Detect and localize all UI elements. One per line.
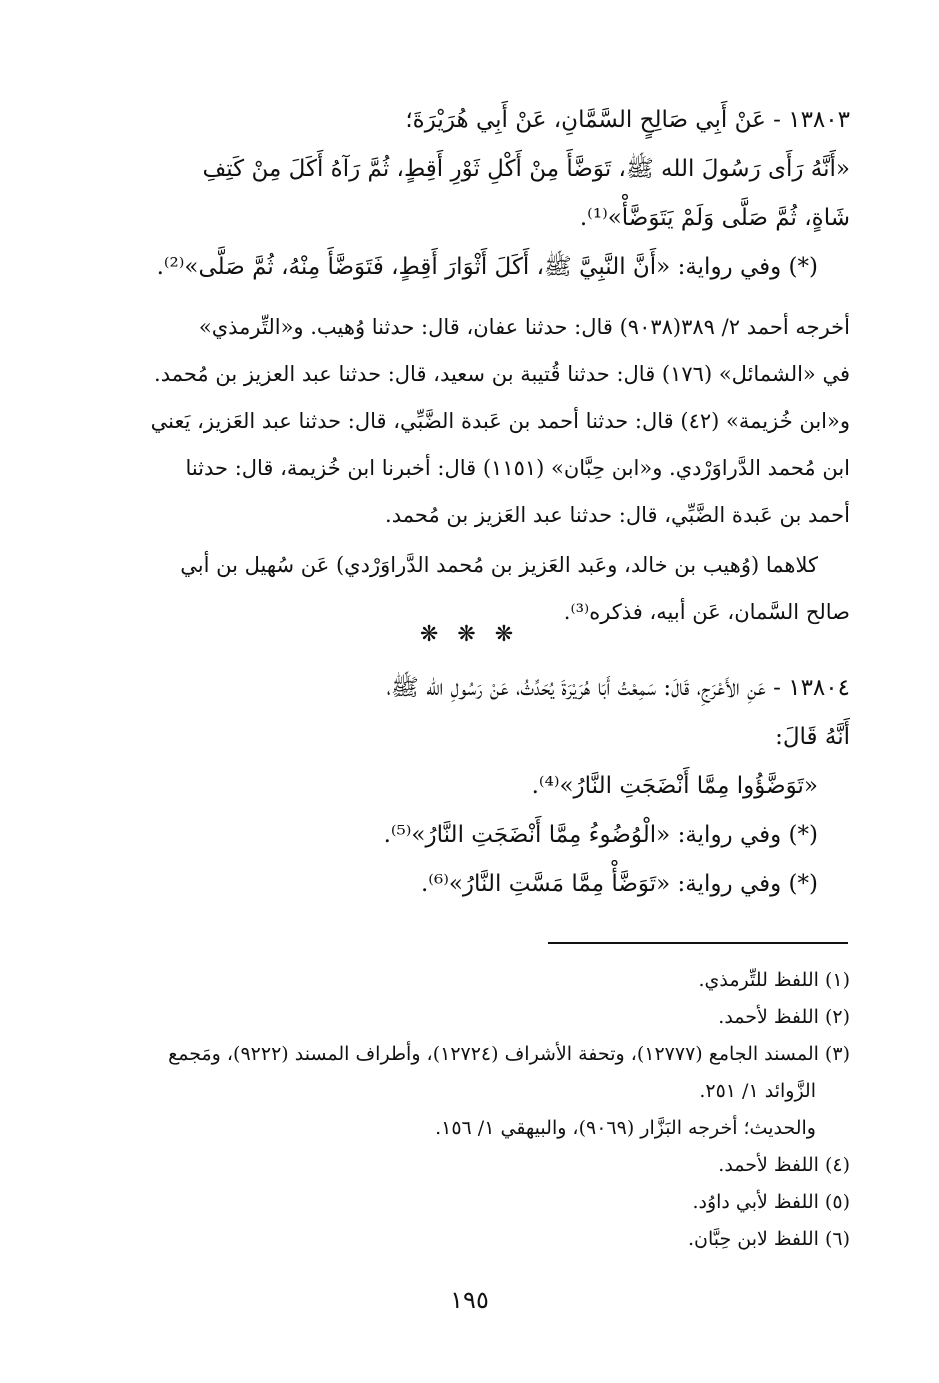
footnote: (١) اللفظ للتِّرمذي. bbox=[698, 969, 850, 991]
footnote: (٤) اللفظ لأحمد. bbox=[718, 1154, 850, 1176]
hadith-text-line: شَاةٍ، ثُمَّ صَلَّى وَلَمْ يَتَوَضَّأْ»⁽¹⁾. bbox=[579, 205, 850, 231]
takhrij-line: أحمد بن عَبدة الضَّبِّي، قال: حدثنا عبد العَزيز بن مُحمد. bbox=[385, 503, 850, 527]
hadith-text-line: «تَوَضَّؤُوا مِمَّا أَنْضَجَتِ النَّارُ»⁽⁴⁾. bbox=[531, 773, 818, 799]
hadith-text-line: «أَنَّهُ رَأَى رَسُولَ الله ﷺ، تَوَضَّأَ مِنْ أَكْلِ ثَوْرِ أَقِطٍ، ثُمَّ رَآهُ أَكَلَ مِنْ كَتِفِ bbox=[202, 156, 850, 182]
footnote-divider bbox=[548, 942, 848, 944]
footnote-continuation: الزَّوائد ١/ ٢٥١. bbox=[699, 1080, 816, 1102]
footnote: (٥) اللفظ لأبي داوُد. bbox=[692, 1191, 850, 1213]
hadith-variant: (*) وفي رواية: «أَنَّ النَّبِيَّ ﷺ، أَكَلَ أَثْوَارَ أَقِطٍ، فَتَوَضَّأَ مِنْهُ، ثُمَّ صَلَّى»⁽²⁾. bbox=[156, 254, 818, 280]
takhrij-paragraph bbox=[108, 304, 850, 539]
hadith-13804 bbox=[108, 664, 850, 909]
takhrij-line: و«ابن خُزيمة» (٤٢) قال: حدثنا أحمد بن عَبدة الضَّبِّي، قال: حدثنا عبد العَزيز، يَعني bbox=[150, 409, 850, 433]
section-separator: ❋ ❋ ❋ bbox=[419, 622, 520, 647]
hadith-heading: ١٣٨٠٤ - عَنِ الأَعْرَجِ، قَالَ: سَمِعْتُ أَبَا هُرَيْرَةَ يُحَدِّثُ، عَنْ رَسُولِ الله ﷺ، bbox=[386, 675, 850, 701]
summary-line: صالح السَّمان، عَن أبيه، فذكره⁽³⁾. bbox=[563, 600, 850, 624]
footnote: (٢) اللفظ لأحمد. bbox=[718, 1006, 850, 1028]
takhrij-line: أخرجه أحمد ٢/ ٣٨٩(٩٠٣٨) قال: حدثنا عفان، قال: حدثنا وُهيب. و«التِّرمذي» bbox=[198, 315, 850, 339]
takhrij-line: في «الشمائل» (١٧٦) قال: حدثنا قُتيبة بن سعيد، قال: حدثنا عبد العزيز بن مُحمد. bbox=[154, 362, 850, 386]
hadith-heading: أَنَّهُ قَالَ: bbox=[775, 724, 850, 750]
page-number: ١٩٥ bbox=[450, 1286, 489, 1314]
footnote: (٣) المسند الجامع (١٢٧٧٧)، وتحفة الأشراف (١٢٧٢٤)، وأطراف المسند (٩٢٢٢)، ومَجمع bbox=[168, 1043, 850, 1065]
hadith-variant: (*) وفي رواية: «تَوَضَّأْ مِمَّا مَسَّتِ النَّارُ»⁽⁶⁾. bbox=[421, 871, 818, 897]
footnote: (٦) اللفظ لابن حِبَّان. bbox=[687, 1228, 850, 1250]
hadith-heading: ١٣٨٠٣ - عَنْ أَبِي صَالِحٍ السَّمَّانِ، عَنْ أَبِي هُرَيْرَةَ؛ bbox=[405, 107, 850, 133]
footnote-continuation: والحديث؛ أخرجه البَزَّار (٩٠٦٩)، والبيهقي ١/ ١٥٦. bbox=[435, 1117, 816, 1139]
takhrij-line: ابن مُحمد الدَّراوَرْدي. و«ابن حِبَّان» (١١٥١) قال: أخبرنا ابن خُزيمة، قال: حدثنا bbox=[185, 456, 850, 480]
hadith-13803 bbox=[108, 96, 850, 292]
footnotes bbox=[108, 962, 850, 1258]
hadith-variant: (*) وفي رواية: «الْوُضُوءُ مِمَّا أَنْضَجَتِ النَّارُ»⁽⁵⁾. bbox=[383, 822, 818, 848]
summary-line: كلاهما (وُهيب بن خالد، وعَبد العَزيز بن مُحمد الدَّراوَرْدي) عَن سُهيل بن أبي bbox=[180, 553, 818, 577]
